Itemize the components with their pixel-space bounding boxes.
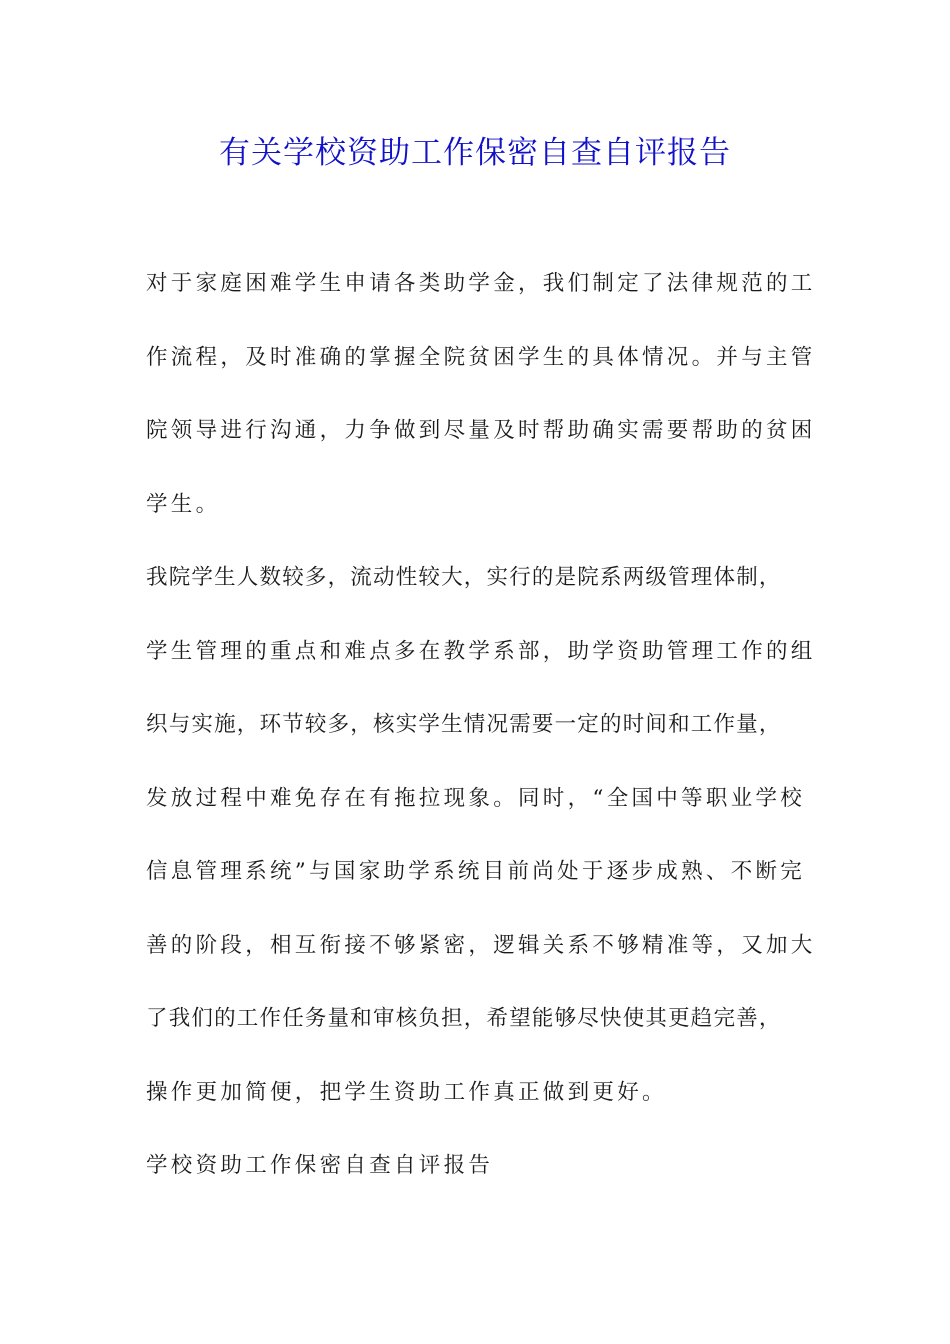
paragraph-line: 发放过程中难免存在有拖拉现象。同时，“全国中等职业学校 [146,785,806,811]
paragraph-line: 学生。 [146,491,221,517]
paragraph-line: 操作更加简便，把学生资助工作真正做到更好。 [146,1079,667,1105]
paragraph-line: 对于家庭困难学生申请各类助学金，我们制定了法律规范的工 [146,271,816,296]
paragraph-line: 学生管理的重点和难点多在教学系部，助学资助管理工作的组 [146,638,816,664]
paragraph-line: 善的阶段，相互衔接不够紧密，逻辑关系不够精准等，又加大 [146,932,816,958]
paragraph-line: 织与实施，环节较多，核实学生情况需要一定的时间和工作量， [146,712,782,737]
paragraph-line: 了我们的工作任务量和审核负担，希望能够尽快使其更趋完善， [146,1006,782,1031]
document-title: 有关学校资助工作保密自查自评报告 [219,135,731,171]
section-heading: 学校资助工作保密自查自评报告 [146,1153,494,1178]
paragraph-line: 我院学生人数较多，流动性较大，实行的是院系两级管理体制， [146,565,782,590]
paragraph-line: 作流程，及时准确的掌握全院贫困学生的具体情况。并与主管 [146,344,816,370]
paragraph-line: 信息管理系统”与国家助学系统目前尚处于逐步成熟、不断完 [146,859,806,884]
document-body [146,266,816,1222]
paragraph-line: 院领导进行沟通，力争做到尽量及时帮助确实需要帮助的贫困 [146,418,816,443]
